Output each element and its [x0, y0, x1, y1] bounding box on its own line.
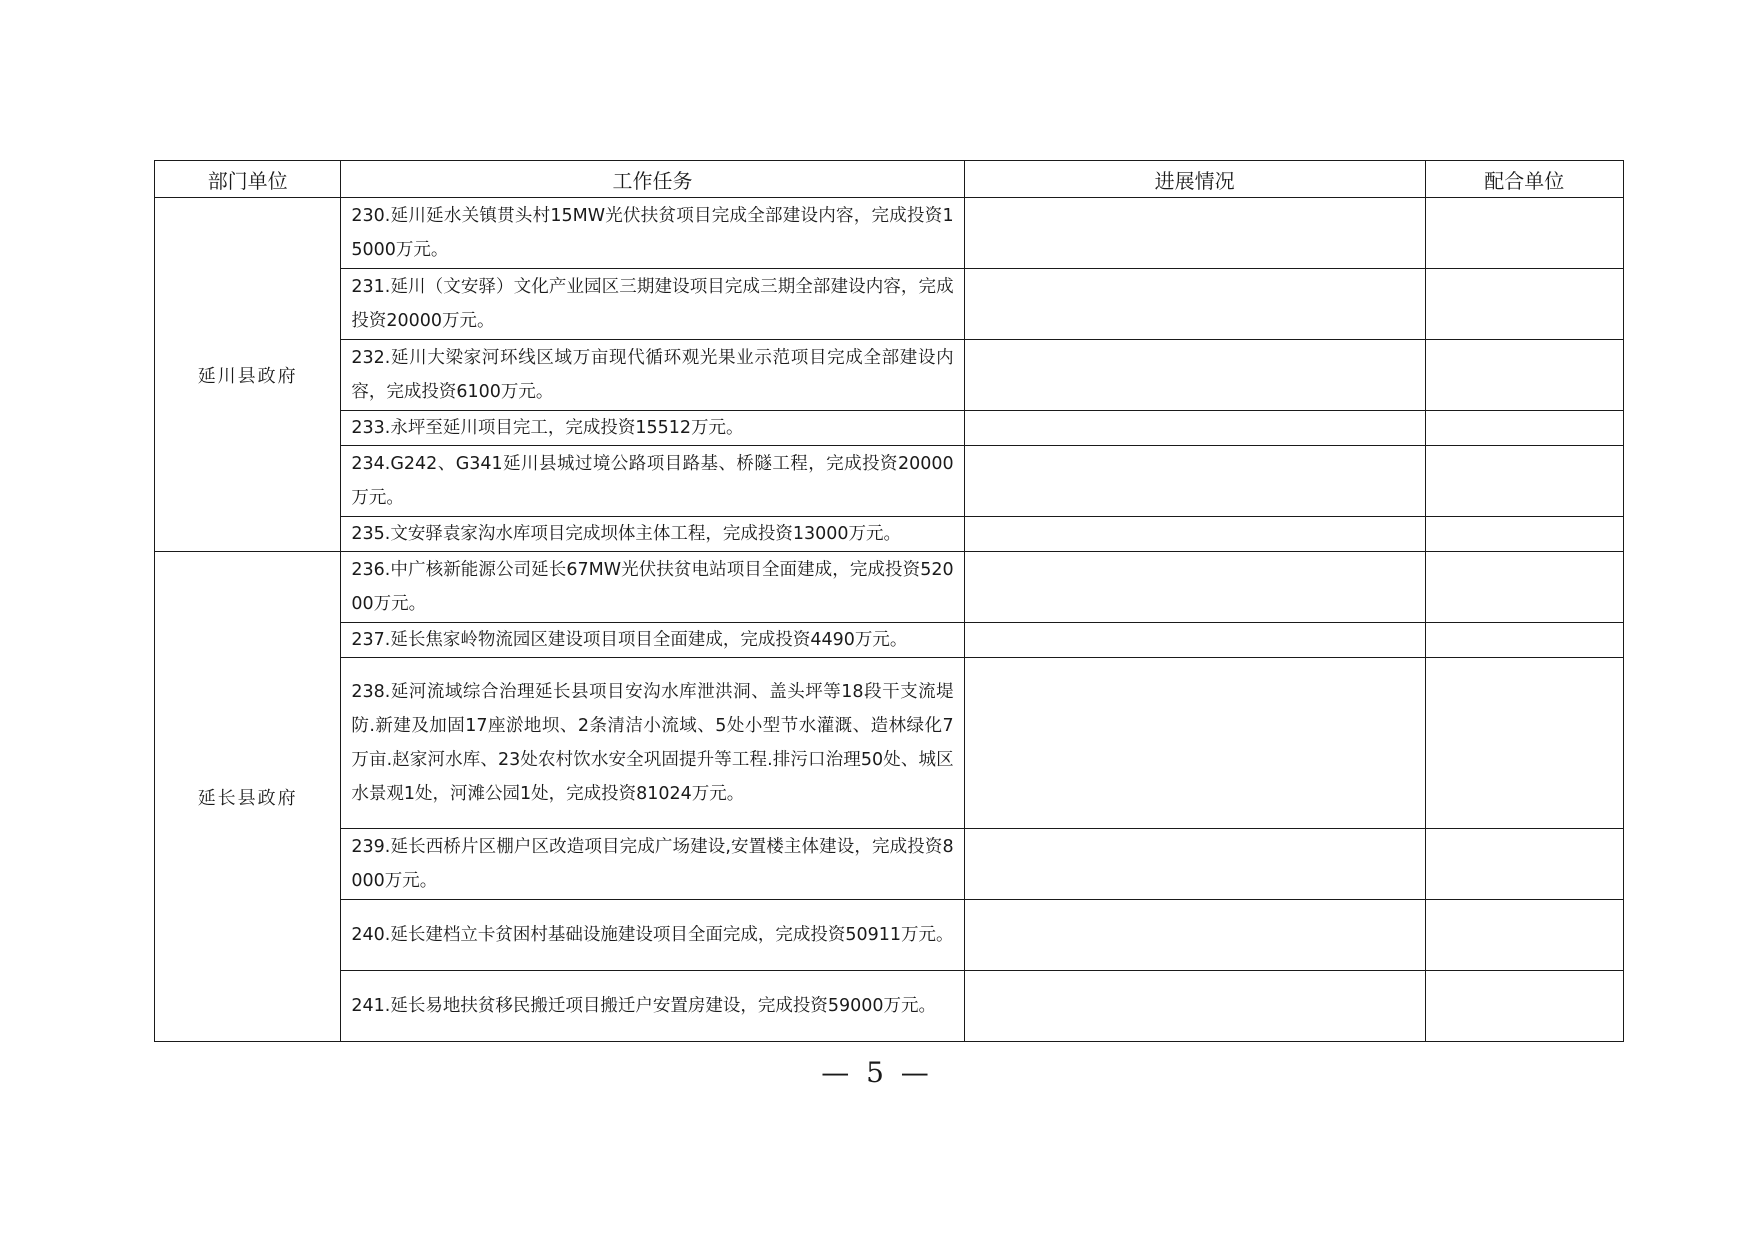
- progress-cell: [964, 340, 1425, 411]
- table-row: [155, 269, 1624, 340]
- task-cell: 239.延长西桥片区棚户区改造项目完成广场建设,安置楼主体建设，完成投资8000万元。: [341, 829, 964, 900]
- cooperating-unit-cell: [1425, 411, 1623, 446]
- progress-cell: [964, 411, 1425, 446]
- cooperating-unit-cell: [1425, 623, 1623, 658]
- cooperating-unit-cell: [1425, 971, 1623, 1042]
- cooperating-unit-cell: [1425, 517, 1623, 552]
- task-cell: 230.延川延水关镇贯头村15MW光伏扶贫项目完成全部建设内容，完成投资15000万元。: [341, 198, 964, 269]
- task-cell: 240.延长建档立卡贫困村基础设施建设项目全面完成，完成投资50911万元。: [341, 900, 964, 971]
- header-progress: 进展情况: [964, 161, 1425, 198]
- header-task: 工作任务: [341, 161, 964, 198]
- table-row: [155, 829, 1624, 900]
- progress-cell: [964, 623, 1425, 658]
- progress-cell: [964, 269, 1425, 340]
- department-cell: 延川县政府: [155, 198, 341, 552]
- task-cell: 232.延川大梁家河环线区域万亩现代循环观光果业示范项目完成全部建设内容，完成投资6100万元。: [341, 340, 964, 411]
- progress-cell: [964, 900, 1425, 971]
- cooperating-unit-cell: [1425, 658, 1623, 829]
- progress-cell: [964, 829, 1425, 900]
- table-row: [155, 552, 1624, 623]
- cooperating-unit-cell: [1425, 340, 1623, 411]
- cooperating-unit-cell: [1425, 829, 1623, 900]
- header-cooperating-unit: 配合单位: [1425, 161, 1623, 198]
- table-row: [155, 411, 1624, 446]
- progress-cell: [964, 971, 1425, 1042]
- task-cell: 234.G242、G341延川县城过境公路项目路基、桥隧工程，完成投资20000万元。: [341, 446, 964, 517]
- task-cell: 236.中广核新能源公司延长67MW光伏扶贫电站项目全面建成，完成投资52000万元。: [341, 552, 964, 623]
- cooperating-unit-cell: [1425, 552, 1623, 623]
- cooperating-unit-cell: [1425, 446, 1623, 517]
- cooperating-unit-cell: [1425, 269, 1623, 340]
- task-cell: 237.延长焦家岭物流园区建设项目项目全面建成，完成投资4490万元。: [341, 623, 964, 658]
- cooperating-unit-cell: [1425, 198, 1623, 269]
- task-cell: 233.永坪至延川项目完工，完成投资15512万元。: [341, 411, 964, 446]
- task-cell: 235.文安驿袁家沟水库项目完成坝体主体工程，完成投资13000万元。: [341, 517, 964, 552]
- page-number: — 5 —: [821, 1056, 933, 1089]
- table-row: [155, 658, 1624, 829]
- progress-cell: [964, 446, 1425, 517]
- header-department: 部门单位: [155, 161, 341, 198]
- table-row: [155, 517, 1624, 552]
- progress-cell: [964, 552, 1425, 623]
- table-row: [155, 446, 1624, 517]
- table-row: [155, 198, 1624, 269]
- cooperating-unit-cell: [1425, 900, 1623, 971]
- table-header-row: [155, 161, 1624, 198]
- work-task-table: [154, 160, 1624, 1042]
- table-row: [155, 340, 1624, 411]
- progress-cell: [964, 658, 1425, 829]
- table-row: [155, 971, 1624, 1042]
- department-cell: 延长县政府: [155, 552, 341, 1042]
- task-cell: 231.延川（文安驿）文化产业园区三期建设项目完成三期全部建设内容，完成投资20000万元。: [341, 269, 964, 340]
- task-cell: 238.延河流域综合治理延长县项目安沟水库泄洪洞、盖头坪等18段干支流堤防.新建及加固17座淤地坝、2条清洁小流域、5处小型节水灌溉、造林绿化7万亩.赵家河水库、23处农村饮水安全巩固提升等工程.排污口治理50处、城区水景观1处，河滩公园1处，完成投资81024万元。: [341, 658, 964, 829]
- progress-cell: [964, 517, 1425, 552]
- task-cell: 241.延长易地扶贫移民搬迁项目搬迁户安置房建设，完成投资59000万元。: [341, 971, 964, 1042]
- table-row: [155, 623, 1624, 658]
- progress-cell: [964, 198, 1425, 269]
- table-row: [155, 900, 1624, 971]
